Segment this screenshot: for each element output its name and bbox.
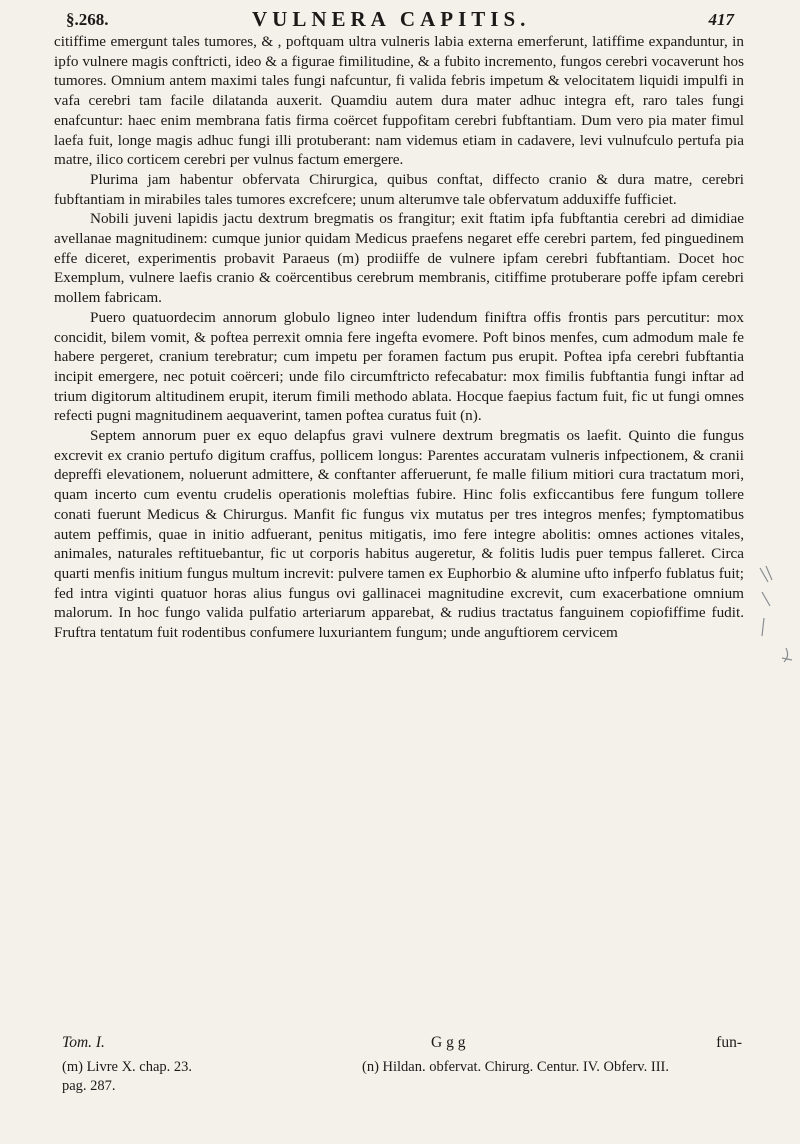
footnote-mark: (m) bbox=[62, 1059, 83, 1075]
paragraph: citiffime emergunt tales tumores, & , poftquam ultra vulneris labia externa emerferunt, latiffime expanduntur, in ipfo vulnere magis conftricti, ideo & a figurae fimilitudine, & a fubito incremento, fungos cerebri vocaverunt hos tumores. Omnium antem maximi tales fungi nafcuntur, fi valida febris impetum & velocitatem liquidi impulfi in vafa cerebri tam facile dilatanda auxerit. Quamdiu autem dura mater adhuc integra eft, raro tales fungi enafcuntur: haec enim membrana fatis firma coërcet fuppofitam cerebri fubftantiam. Dum vero pia mater fimul laefa fuit, longe magis adhuc fungi illi protuberant: nam videmus etiam in cadavere, levi vulnufculo pertufa pia matre, ilico corticem cerebri per vulnus factum emergere. bbox=[54, 33, 744, 169]
paragraph: Nobili juveni lapidis jactu dextrum bregmatis os frangitur; exit ftatim ipfa fubftantia cerebri ad dimidiae avellanae magnitudinem: cumque junior quidam Medicus praefens negaret effe cerebri partem, fed pinguedinem effe diceret, experimentis probavit Paraeus (m) prodiiffe de vulnere ipfam cerebri fubftantiam. Docet hoc Exemplum, vulnere laefis cranio & coërcentibus cerebrum membranis, citiffime protuberare poffe ipfam cerebri mollem fabricam. bbox=[54, 210, 744, 307]
paragraph: Septem annorum puer ex equo delapfus gravi vulnere dextrum bregmatis os laefit. Quinto die fungus excrevit ex cranio pertufo digitum craffus, pollicem longus: Parentes accuratam vulneris infpectionem, & cranii depreffi elevationem, noluerunt admittere, & conftanter afferuerunt, fe malle filium mitiori cura tractatum mori, quam incerto cum eventu crudelis operationis moleftias fubire. Hinc folis exficcantibus fere fungum tollere conati fuerunt Medicus & Chirurgus. Manfit fic fungus vix mutatus per tres integros menfes; fymptomatibus autem peffimis, quae in initio adfuerant, penitus mitigatis, imo fere integre abolitis: omnes actiones vitales, animales, naturales reftituebantur, fic ut corporis habitus augeretur, & folitis ludis puer tempus falleret. Circa quarti menfis initium fungus multum increvit: pulvere tamen ex Euphorbio & alumine ufto infperfo fublatus fuit; fed intra viginti quatuor horas alius fungus ovi gallinacei magnitudine excrevit, cum exacerbatione omnium malorum. In hoc fungo valida pulfatio arteriarum apparebat, & rudius tractatus fanguinem copiofiffime fudit. Fruftra tentatum fuit rodentibus confumere luxuriantem fungum; unde anguftiorem cervicem bbox=[54, 427, 744, 642]
footnote-continuation: pag. 287. bbox=[62, 1078, 116, 1094]
running-header bbox=[66, 6, 734, 34]
page-number: 417 bbox=[708, 10, 734, 29]
body-text bbox=[54, 32, 744, 643]
section-number: §.268. bbox=[66, 10, 109, 29]
footnote-row bbox=[62, 1058, 747, 1077]
footnote-m bbox=[62, 1058, 192, 1077]
volume-mark: Tom. I. bbox=[62, 1034, 105, 1051]
page-footer bbox=[62, 1034, 742, 1058]
paragraph: Plurima jam habentur obfervata Chirurgica, quibus conftat, diffecto cranio & dura matre, cerebri fubftantiam in mirabiles tales tumores excrefcere; unum alterumve tale obfervatum adduxiffe fufficiet. bbox=[54, 170, 744, 208]
marginal-ink-mark bbox=[756, 562, 796, 674]
paragraph: Puero quatuordecim annorum globulo ligneo inter ludendum finiftra offis frontis pars percutitur: mox concidit, bilem vomit, & poftea perrexit omnia fere ingefta evomere. Poft binos menfes, cum admodum male fe habere pergeret, cranium terebratur; cum impetu per foramen factum pus erupit. Poftea ipfa cerebri fubftantia incipit emergere, nec potuit coërceri; unde filo circumftricto refecabatur: mox fimilis fubftantia fungi inftar ad trium digitorum altitudinem erupit, iterum fimili methodo ablata. Hocque faepius factum fuit, fic ut fungi omnes refecti pugni magnitudinem aequaverint, tamen poftea curatus fuit (n). bbox=[54, 308, 744, 425]
footnote-n: (n) Hildan. obfervat. Chirurg. Centur. IV. Obferv. III. bbox=[362, 1059, 669, 1075]
running-title: VULNERA CAPITIS. bbox=[252, 7, 531, 31]
footnote-text: Livre X. chap. 23. bbox=[86, 1059, 193, 1075]
signature-mark: G g g bbox=[431, 1034, 466, 1051]
footnotes bbox=[62, 1058, 747, 1096]
catchword: fun- bbox=[716, 1034, 742, 1051]
